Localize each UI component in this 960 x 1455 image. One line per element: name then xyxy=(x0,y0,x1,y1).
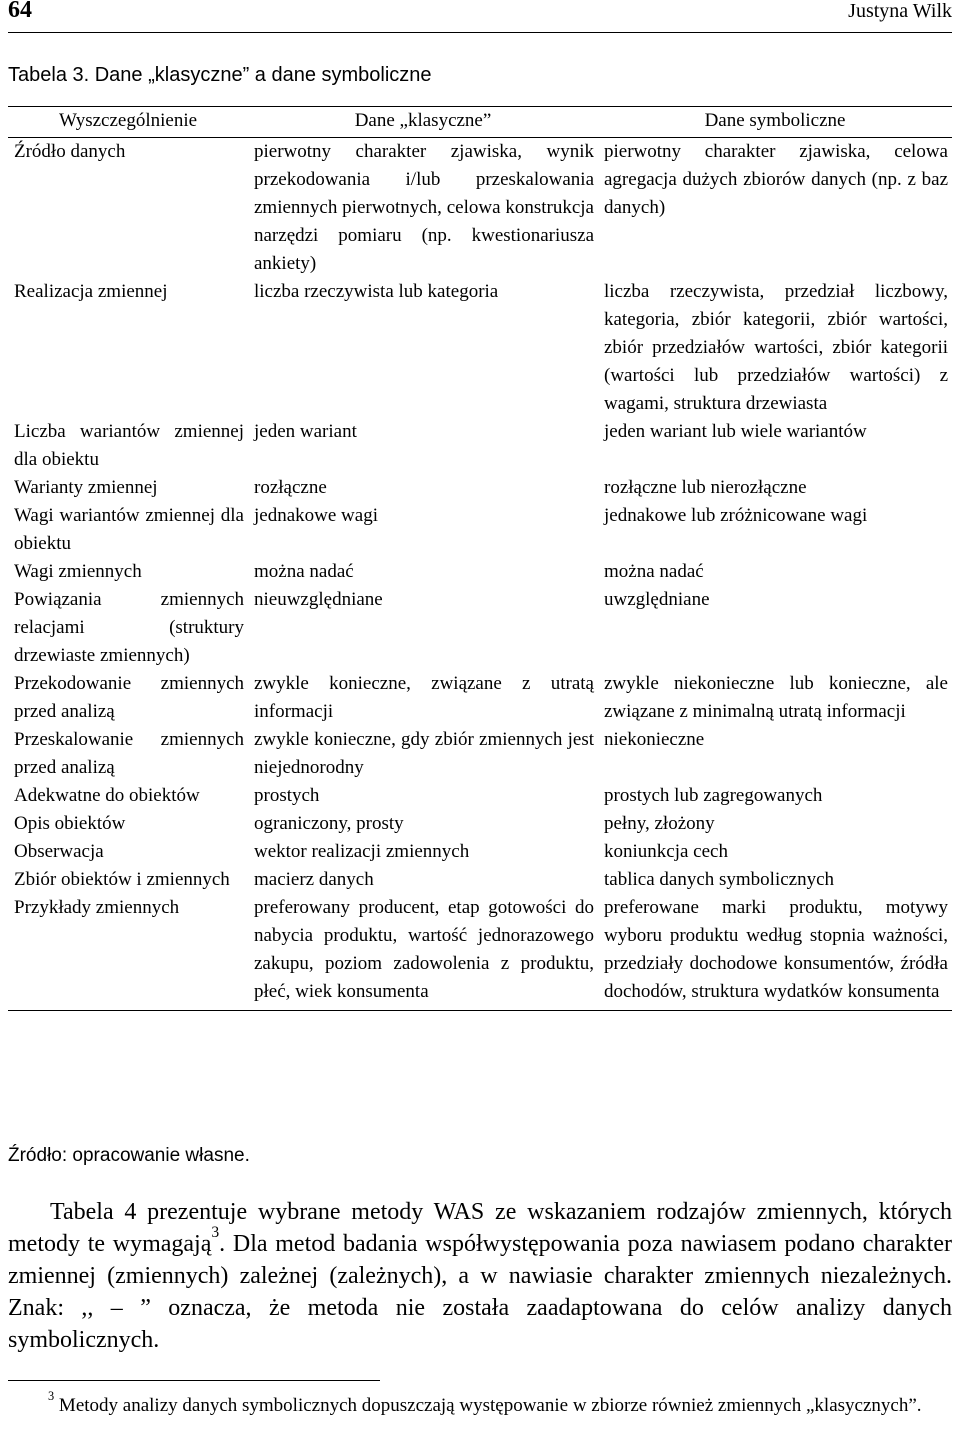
row-label-cell: Obserwacja xyxy=(14,841,104,862)
page-header xyxy=(8,0,952,33)
classic-data-cell: prostych xyxy=(254,785,320,806)
symbolic-data-cell: pełny, złożony xyxy=(604,813,715,834)
symbolic-data-cell: prostych lub zagregowanych xyxy=(604,785,823,806)
classic-data-cell: rozłączne xyxy=(254,477,327,498)
symbolic-data-cell: jednakowe lub zróżnicowane wagi xyxy=(604,505,868,526)
table-caption: Tabela 3. Dane „klasyczne” a dane symboliczne xyxy=(8,64,432,86)
table-body xyxy=(8,138,952,1011)
footnote xyxy=(8,1388,952,1420)
table-row xyxy=(8,782,952,810)
symbolic-data-cell: uwzględniane xyxy=(604,589,710,610)
classic-data-cell: jednakowe wagi xyxy=(254,505,378,526)
footnote-divider xyxy=(8,1380,380,1381)
symbolic-data-cell: tablica danych symbolicznych xyxy=(604,869,835,890)
classic-data-cell: nieuwzględniane xyxy=(254,589,383,610)
table-row xyxy=(8,838,952,866)
body-paragraph xyxy=(8,1196,952,1356)
table-row xyxy=(8,502,952,558)
row-label-cell: Adekwatne do obiektów xyxy=(14,785,200,806)
symbolic-data-cell: koniunkcja cech xyxy=(604,841,728,862)
paragraph-text-continued: . Dla metod badania współwystępowania poza nawiasem podano charakter zmiennej (zmiennych) zależnej (zależnych), a w nawiasie charakter zmiennych niezależnych. Znak: ,, – ” oznacza, że metoda nie została zaadaptowana do celów analizy danych symbolicznych. xyxy=(8,1231,952,1353)
row-label-cell: Przekodowanie zmiennych przed analizą xyxy=(14,673,244,722)
symbolic-data-cell: można nadać xyxy=(604,561,704,582)
symbolic-data-cell: liczba rzeczywista, przedział liczbowy, kategoria, zbiór kategorii, zbiór wartości, zbiór przedziałów wartości, zbiór kategorii (wartości lub przedziałów wartości) z wagami, struktura drzewiasta xyxy=(604,281,948,414)
table-row xyxy=(8,278,952,418)
comparison-table xyxy=(8,106,952,1011)
classic-data-cell: preferowany producent, etap gotowości do nabycia produktu, wartość jednorazowego zakupu, poziom zadowolenia z produktu, płeć, wiek konsumenta xyxy=(248,894,598,1011)
symbolic-data-cell: preferowane marki produktu, motywy wyboru produktu według stopnia ważności, przedziały dochodowe konsumentów, źródła dochodów, struktura wydatków konsumenta xyxy=(598,894,952,1011)
symbolic-data-cell: rozłączne lub nierozłączne xyxy=(604,477,807,498)
classic-data-cell: jeden wariant xyxy=(254,421,357,442)
row-label-cell: Opis obiektów xyxy=(14,813,126,834)
row-label-cell: Realizacja zmiennej xyxy=(14,281,168,302)
table-row xyxy=(8,866,952,894)
column-header: Wyszczególnienie xyxy=(8,107,248,138)
classic-data-cell: liczba rzeczywista lub kategoria xyxy=(254,281,499,302)
classic-data-cell: macierz danych xyxy=(254,869,374,890)
table-row xyxy=(8,670,952,726)
footnote-marker: 3 xyxy=(48,1388,55,1403)
classic-data-cell: zwykle konieczne, związane z utratą informacji xyxy=(254,673,594,722)
page-number: 64 xyxy=(8,0,32,23)
row-label-cell: Zbiór obiektów i zmiennych xyxy=(14,869,230,890)
row-label-cell: Źródło danych xyxy=(14,141,126,162)
symbolic-data-cell: jeden wariant lub wiele wariantów xyxy=(604,421,867,442)
table-row xyxy=(8,138,952,279)
symbolic-data-cell: zwykle niekonieczne lub konieczne, ale związane z minimalną utratą informacji xyxy=(604,673,948,722)
symbolic-data-cell: niekonieczne xyxy=(604,729,705,750)
footnote-text: Metody analizy danych symbolicznych dopuszczają występowanie w zbiorze również zmiennych „klasycznych”. xyxy=(54,1395,922,1416)
classic-data-cell: pierwotny charakter zjawiska, wynik przekodowania i/lub przeskalowania zmiennych pierwotnych, celowa konstrukcja narzędzi pomiaru (np. kwestionariusza ankiety) xyxy=(254,141,594,274)
row-label-cell: Przykłady zmiennych xyxy=(8,894,248,1011)
classic-data-cell: zwykle konieczne, gdy zbiór zmiennych jest niejednorodny xyxy=(254,729,594,778)
column-header: Dane „klasyczne” xyxy=(248,107,598,138)
table-row xyxy=(8,474,952,502)
footnote-reference[interactable]: 3 xyxy=(211,1224,220,1242)
row-label-cell: Powiązania zmiennych relacjami (struktury drzewiaste zmiennych) xyxy=(14,589,244,666)
table-row xyxy=(8,894,952,1011)
paragraph-text: Tabela 4 prezentuje wybrane metody WAS ze wskazaniem rodzajów zmiennych, których metody te wymagają xyxy=(8,1199,952,1257)
table-row xyxy=(8,418,952,474)
row-label-cell: Liczba wariantów zmiennej dla obiektu xyxy=(14,421,244,470)
table-row xyxy=(8,586,952,670)
row-label-cell: Przeskalowanie zmiennych przed analizą xyxy=(14,729,244,778)
table-header-row xyxy=(8,107,952,138)
classic-data-cell: wektor realizacji zmiennych xyxy=(254,841,470,862)
row-label-cell: Wagi wariantów zmiennej dla obiektu xyxy=(14,505,244,554)
table-source: Źródło: opracowanie własne. xyxy=(8,1145,250,1166)
table-row xyxy=(8,810,952,838)
table-row xyxy=(8,726,952,782)
running-head: Justyna Wilk xyxy=(848,0,952,22)
symbolic-data-cell: pierwotny charakter zjawiska, celowa agregacja dużych zbiorów danych (np. z baz danych) xyxy=(604,141,948,218)
classic-data-cell: można nadać xyxy=(254,561,354,582)
row-label-cell: Warianty zmiennej xyxy=(14,477,158,498)
classic-data-cell: ograniczony, prosty xyxy=(254,813,404,834)
row-label-cell: Wagi zmiennych xyxy=(14,561,142,582)
column-header: Dane symboliczne xyxy=(598,107,952,138)
table-row xyxy=(8,558,952,586)
